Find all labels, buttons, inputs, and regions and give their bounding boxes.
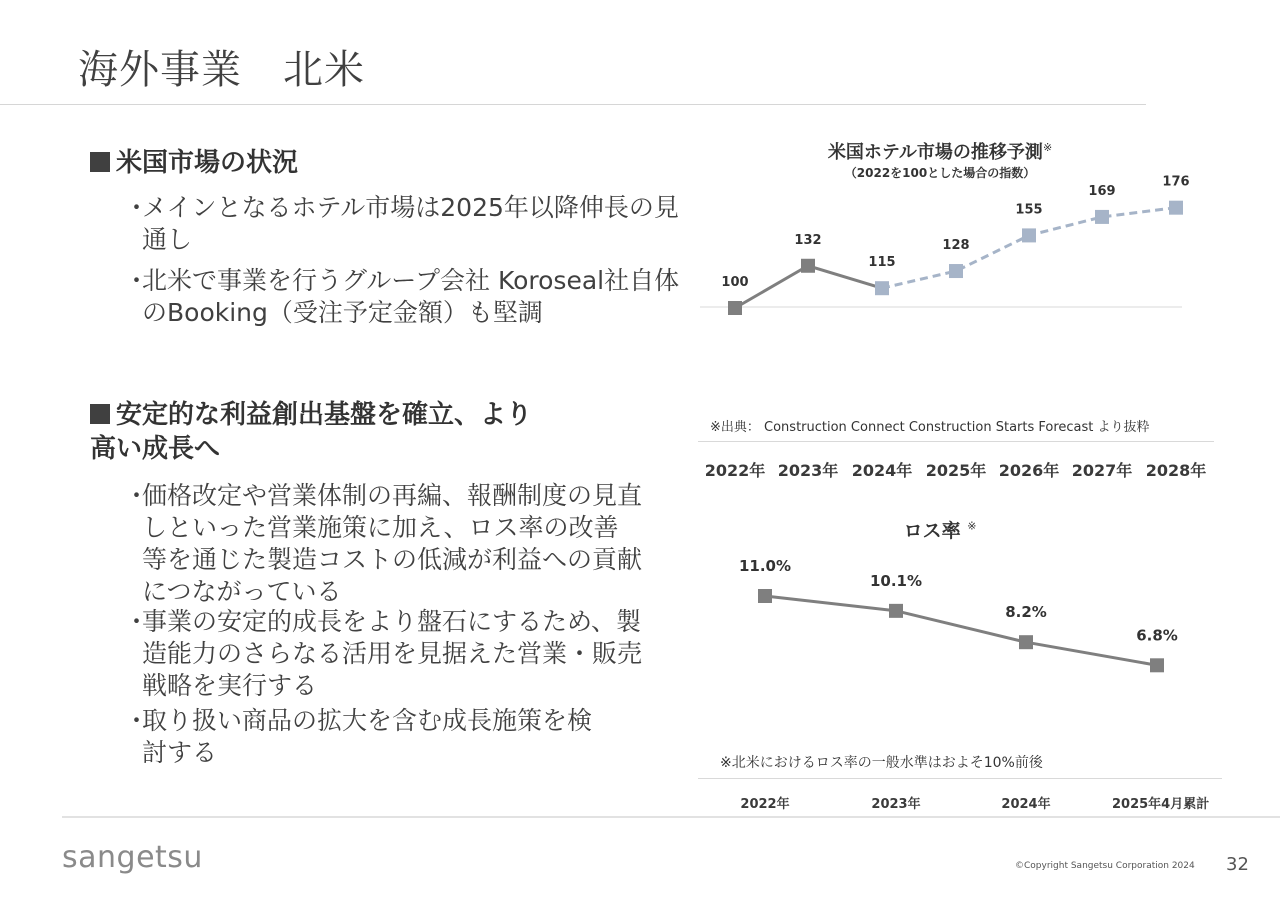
loss-divider [698,778,1222,779]
hotel-chart-title [790,138,1090,164]
copyright-text: ©Copyright Sangetsu Corporation 2024 [1015,861,1195,871]
bullet-text: メインとなるホテル市場は2025年以降伸長の見通し [142,193,679,254]
hotel-data-label: 128 [942,238,970,254]
middle-dot-icon: ・ [124,266,150,295]
hotel-x-tick: 2025年 [925,461,987,480]
hotel-x-tick: 2028年 [1145,461,1207,480]
hotel-chart-subtitle: （2022を100とした場合の指数） [844,166,1036,180]
hotel-source-note: ※出典： Construction Connect Construction Starts Forecast より抜粋 [710,420,1150,435]
middle-dot-icon: ・ [124,481,150,510]
bullet-text: 事業の安定的成長をより盤石にするため、製造能力のさらなる活用を見据えた営業・販売戦略を実行する [142,607,643,700]
hotel-chart-title-mark: ※ [1042,141,1053,154]
hotel-data-point [949,264,963,278]
bullet-item [124,606,662,702]
page-number: 32 [1226,854,1249,875]
footer-divider [62,816,1280,818]
loss-x-tick: 2024年 [1001,797,1051,812]
middle-dot-icon: ・ [124,607,150,636]
bullet-item [124,265,682,329]
loss-data-label: 10.1% [869,571,923,590]
middle-dot-icon: ・ [124,193,150,222]
loss-note: ※北米におけるロス率の一般水準はおよそ10%前後 [720,755,1043,771]
hotel-data-point [1095,210,1109,224]
loss-data-label: 6.8% [1136,626,1178,645]
bullet-text: 価格改定や営業体制の再編、報酬制度の見直しといった営業施策に加え、ロス率の改善等を通じた製造コストの低減が利益への貢献につながっている [142,481,643,606]
section-heading-growth [90,398,550,466]
hotel-data-label: 115 [868,255,896,271]
hotel-data-label: 132 [794,232,822,248]
loss-chart-title-text: ロス率 [903,520,961,542]
hotel-x-tick: 2027年 [1071,461,1133,480]
hotel-data-point [728,301,742,315]
square-bullet-icon [90,152,110,172]
hotel-data-point [801,259,815,273]
bullet-text: 取り扱い商品の拡大を含む成長施策を検討する [142,706,593,767]
hotel-x-tick: 2024年 [851,461,913,480]
hotel-data-label: 100 [721,275,749,290]
hotel-divider [698,441,1214,442]
hotel-market-chart [690,170,1210,330]
hotel-x-tick: 2022年 [704,461,766,480]
loss-x-tick: 2025年4月累計 [1112,797,1210,812]
loss-x-tick: 2023年 [871,797,921,812]
loss-chart-title-mark: ※ [967,519,977,533]
bullet-item [124,192,682,256]
hotel-series-line [882,208,1176,289]
square-bullet-icon [90,404,110,424]
sangetsu-logo: sangetsu [62,840,203,875]
section-heading-market [90,146,298,180]
title-divider [0,104,1146,105]
hotel-data-point [1022,228,1036,242]
slide-title: 海外事業 北米 [78,47,365,93]
middle-dot-icon: ・ [124,706,150,735]
loss-data-point [1019,635,1033,649]
loss-data-point [758,589,772,603]
bullet-item [124,705,593,769]
loss-rate-chart [690,550,1210,690]
section-heading-text: 米国市場の状況 [116,148,299,178]
loss-x-tick: 2022年 [740,797,790,812]
loss-data-point [1150,658,1164,672]
loss-chart-title [840,516,1040,543]
hotel-x-tick: 2023年 [777,461,839,480]
loss-data-point [889,604,903,618]
bullet-text: 北米で事業を行うグループ会社 Koroseal社自体のBooking（受注予定金額）も堅調 [142,266,680,327]
loss-series-line [765,596,1157,665]
hotel-chart-title-text: 米国ホテル市場の推移予測 [827,142,1043,163]
hotel-data-label: 155 [1015,202,1043,218]
bullet-item [124,480,643,608]
loss-data-label: 8.2% [1005,603,1047,622]
section-heading-text: 安定的な利益創出基盤を確立、より高い成長へ [90,400,533,464]
hotel-data-point [875,281,889,295]
hotel-x-tick: 2026年 [998,461,1060,480]
hotel-data-label: 176 [1162,174,1190,190]
loss-data-label: 11.0% [738,557,792,575]
hotel-data-label: 169 [1088,183,1116,199]
hotel-data-point [1169,201,1183,215]
